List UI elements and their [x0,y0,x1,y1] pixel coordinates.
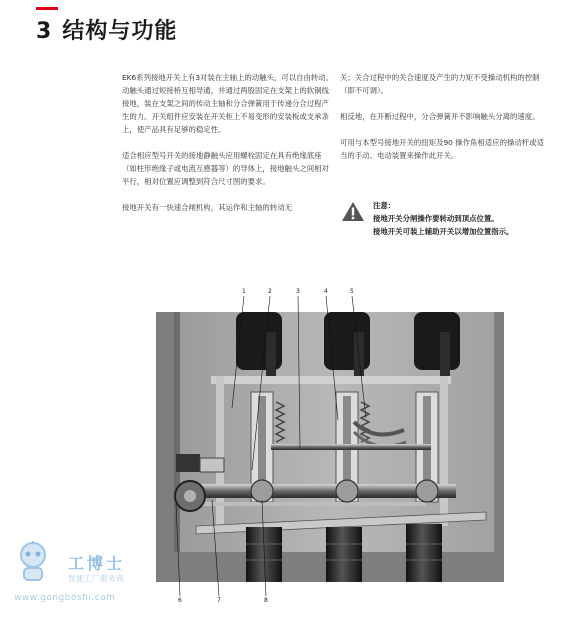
warning-note [340,199,552,239]
watermark-url: www.gongboshi.com [14,593,116,603]
paragraph: 接地开关有一快速合闸机构，其运作和主轴的转动无 [122,203,292,212]
left-text-column [122,71,334,227]
paragraph: EK6系列接地开关上有3对装在主轴上的动触头，可以自由转动。动触头通过短接桥互相导通，并通过两股固定在支架上的软铜线接地，装在支架之间的传动主轴和分合弹簧用于传递分合过程产生的力。开关组件应安装在开关柜上不易变形的安装板或支承条上，使产品具有足够的稳定性。 [122,73,334,134]
section-heading [36,18,177,46]
callout-7: 7 [217,597,221,604]
paragraph: 可用与本型号接地开关的扭矩及90 操作角相适应的操动杆或适当的手动、电动装置来操作此开关。 [340,138,544,160]
section-accent-bar [36,7,58,10]
warning-line: 接地开关可装上辅助开关以增加位置指示。 [373,227,514,236]
callout-8: 8 [264,597,268,604]
switch-photo [156,312,504,582]
paragraph: 相反地，在开断过程中，分合弹簧并不影响触头分离的速度。 [340,112,540,121]
warning-triangle-icon [341,201,365,222]
watermark-subtitle: 智能工厂服务商 [68,574,124,583]
watermark-name: 工博士 [68,554,126,573]
paragraph: 关；关合过程中的关合速度及产生的力矩不受操动机构的控制（即不可调）。 [340,73,540,95]
warning-line: 接地开关分闸操作要转动到顶点位置。 [373,214,499,223]
watermark [10,537,160,607]
callout-4: 4 [324,288,328,295]
warning-text [373,199,513,238]
section-title: 结构与功能 [62,19,178,44]
section-number: 3 [36,19,53,44]
paragraph: 适合相应型号开关的接地静触头应用螺栓固定在具有绝缘底座（如柱形绝缘子或电流互感器等）的导体上，接地触头之间相对平行，相对位置应调整到符合尺寸图的要求。 [122,151,329,186]
warning-title: 注意： [373,201,396,210]
right-text-column [340,71,550,175]
callout-3: 3 [296,288,300,295]
callout-1: 1 [242,288,246,295]
callout-2: 2 [268,288,272,295]
robot-logo-icon [12,539,54,583]
callout-6: 6 [178,597,182,604]
callout-5: 5 [350,288,354,295]
